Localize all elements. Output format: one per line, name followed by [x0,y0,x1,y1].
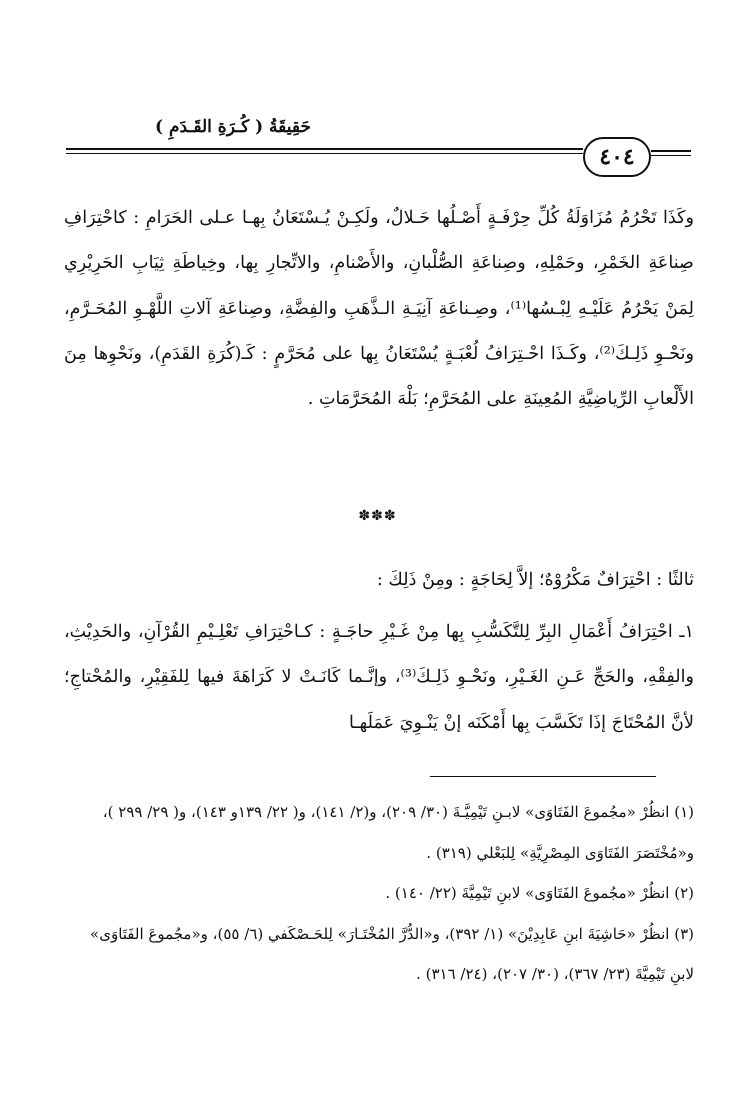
section-separator: ✽✽✽ [358,508,397,524]
header-rule-right-lower [651,155,691,156]
main-text-2 [64,610,694,746]
footnote-3: (٣) انظُرْ «حَاشِيَةَ ابنِ عَابِدِيْنَ» (١/ ٣٩٢)، و«الدُّرَّ المُخْتَـارَ» لِلحَـصْكَفي (٦/ ٥٥)، و«مجُموعَ الفَتَاوَى» لابنِ تَيْمِيَّةَ (٢٣/ ٣٦٧)، (٣٠/ ٢٠٧)، (٢٤/ ٣١٦) . [90,924,694,983]
page-number: ٤٠٤ [583,137,651,177]
running-title: حَقِيقَةُ ( كُـرَةِ القَـدَمِ ) [154,117,311,137]
paragraph-2: ١ـ احْتِرَافُ أَعْمَالِ البِرِّ لِلتَّكَسُّبِ بِها مِنْ غَـيْرِ حاجَـةٍ : كـاحْتِرَافِ تَعْلِـيْمِ القُرْآنِ، والحَدِيْثِ، والفِقْهِ، والحَجِّ عَـنِ الغَـيْرِ، ونَحْـوِ ذَلِـكَ⁽³⁾، وإنَّـما كَانَـتْ لا كَرَاهَةَ فيها لِلفَقِيْرِ، والمُحْتاجِ؛ لأنَّ المُحْتَاجَ إذَا تَكَسَّبَ بِها أَمْكَنَه إنْ يَنْـوِيَ عَمَلَهـا [64,622,695,733]
paragraph-1: وكَذَا تَحْرُمُ مُزَاوَلَةُ كُلِّ حِرْفَـةٍ أَصْـلُها حَـلالٌ، ولَكِـنْ يُـسْتَعَانُ بِهـا عـلى الحَرَامِ : كاحْتِرَافِ صِناعَةِ الخَمْرِ، وحَمْلِهِ، وصِناعَةِ الصُّلْبانِ، والأَصْنامِ، والاتِّجارِ بِها، وخِياطَةِ ثِيَابِ الحَرِيْرِي لِمَنْ يَحْرُمُ عَلَيْـهِ لِبْـسُها⁽¹⁾، وصِـناعَةِ آنِيَـةِ الـذَّهَبِ والفِضَّةِ، وصِناعَةِ آلاتِ اللَّهْـوِ المُحَـرَّمِ، ونَحْـوِ ذَلِـكَ⁽²⁾، وكَـذَا احْـتِرَافُ لُعْبَـةٍ يُسْتَعَانُ بِها على مُحَرَّمٍ : كَـ(كُرَةِ القَدَمِ)، ونَحْوِها مِنَ الأَلْعابِ الرِّياضِيَّةِ المُعِينَةِ على المُحَرَّمِ؛ بَلْهَ المُحَرَّمَاتِ . [64,208,694,410]
main-text [64,196,694,422]
footnote-divider [430,776,656,777]
header-rule-right [651,150,691,152]
footnotes [64,792,694,995]
footnote-2: (٢) انظُرْ «مجُموعَ الفَتَاوَى» لابنِ تَيْمِيَّةَ (٢٢/ ١٤٠) . [385,884,694,902]
header-rule-left-lower [66,153,583,154]
footnote-1: (١) انظُرْ «مجُموعَ الفَتَاوَى» لابـنِ تَيْمِيَّـةَ (٣٠/ ٢٠٩)، و(٢/ ١٤١)، و( ٢٢/ ١٣٩و ١٤٣)، و( ٢٩/ ٢٩٩ )، و«مُخْتَصَرَ الفَتَاوَى المِصْرِيَّةِ» لِلبَعْلي (٣١٩) . [102,803,694,862]
header-rule-left [66,148,583,150]
page-header [0,0,755,180]
section-heading: ثالثًا : احْتِرَافٌ مَكْرُوْهٌ؛ إلاَّ لِحَاجَةٍ : ومِنْ ذَلِكَ : [376,570,694,590]
